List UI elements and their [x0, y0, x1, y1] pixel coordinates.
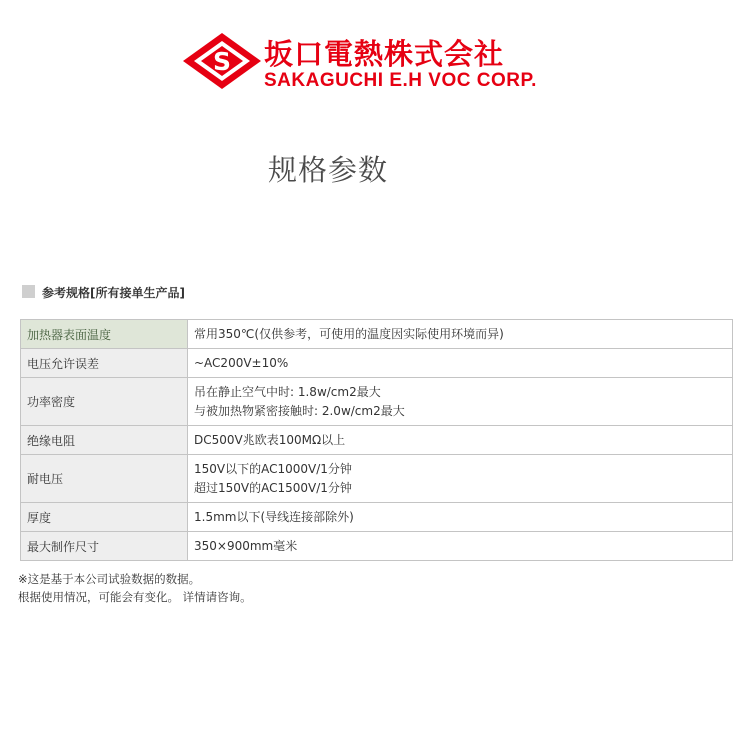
- spec-value: [188, 378, 733, 426]
- spec-value-line: 超过150V的AC1500V/1分钟: [194, 480, 352, 495]
- spec-value: [188, 349, 733, 378]
- page-title: 规格参数: [268, 153, 389, 187]
- table-row: [21, 426, 733, 455]
- spec-label: 加热器表面温度: [21, 320, 188, 349]
- footnotes: [18, 570, 252, 606]
- table-row: [21, 349, 733, 378]
- gray-square-icon: [22, 285, 35, 298]
- company-name-jp: 坂口電熱株式会社: [264, 37, 505, 71]
- table-row: [21, 455, 733, 503]
- spec-value: [188, 532, 733, 561]
- footnote-line: 根据使用情况，可能会有变化。 详情请咨询。: [18, 590, 252, 604]
- spec-value: [188, 320, 733, 349]
- spec-label: 绝缘电阻: [21, 426, 188, 455]
- spec-value-line: 吊在静止空气中时: 1.8w/cm2最大: [194, 384, 381, 399]
- section-title: 参考规格[所有接单生产品]: [42, 286, 185, 300]
- spec-label: 耐电压: [21, 455, 188, 503]
- company-logo: [182, 30, 572, 92]
- spec-value: [188, 455, 733, 503]
- spec-value: [188, 426, 733, 455]
- spec-label: 电压允许误差: [21, 349, 188, 378]
- spec-value-line: DC500V兆欧表100MΩ以上: [194, 432, 346, 447]
- spec-value-line: 常用350℃(仅供参考，可使用的温度因实际使用环境而异): [194, 326, 504, 341]
- spec-value: [188, 503, 733, 532]
- spec-table: [20, 319, 733, 561]
- spec-value-line: 150V以下的AC1000V/1分钟: [194, 461, 352, 476]
- spec-value-line: 1.5mm以下(导线连接部除外): [194, 509, 354, 524]
- spec-label: 最大制作尺寸: [21, 532, 188, 561]
- spec-value-line: ~AC200V±10%: [194, 355, 289, 370]
- table-row: [21, 378, 733, 426]
- spec-label: 厚度: [21, 503, 188, 532]
- s-diamond-logo-icon: [182, 32, 262, 90]
- spec-label: 功率密度: [21, 378, 188, 426]
- table-row: [21, 532, 733, 561]
- footnote-line: ※这是基于本公司试验数据的数据。: [18, 572, 201, 586]
- svg-text:S: S: [212, 47, 232, 76]
- spec-value-line: 350×900mm毫米: [194, 538, 298, 553]
- table-row: [21, 503, 733, 532]
- table-row: [21, 320, 733, 349]
- spec-value-line: 与被加热物紧密接触时: 2.0w/cm2最大: [194, 403, 405, 418]
- company-name-en: SAKAGUCHI E.H VOC CORP.: [264, 70, 537, 91]
